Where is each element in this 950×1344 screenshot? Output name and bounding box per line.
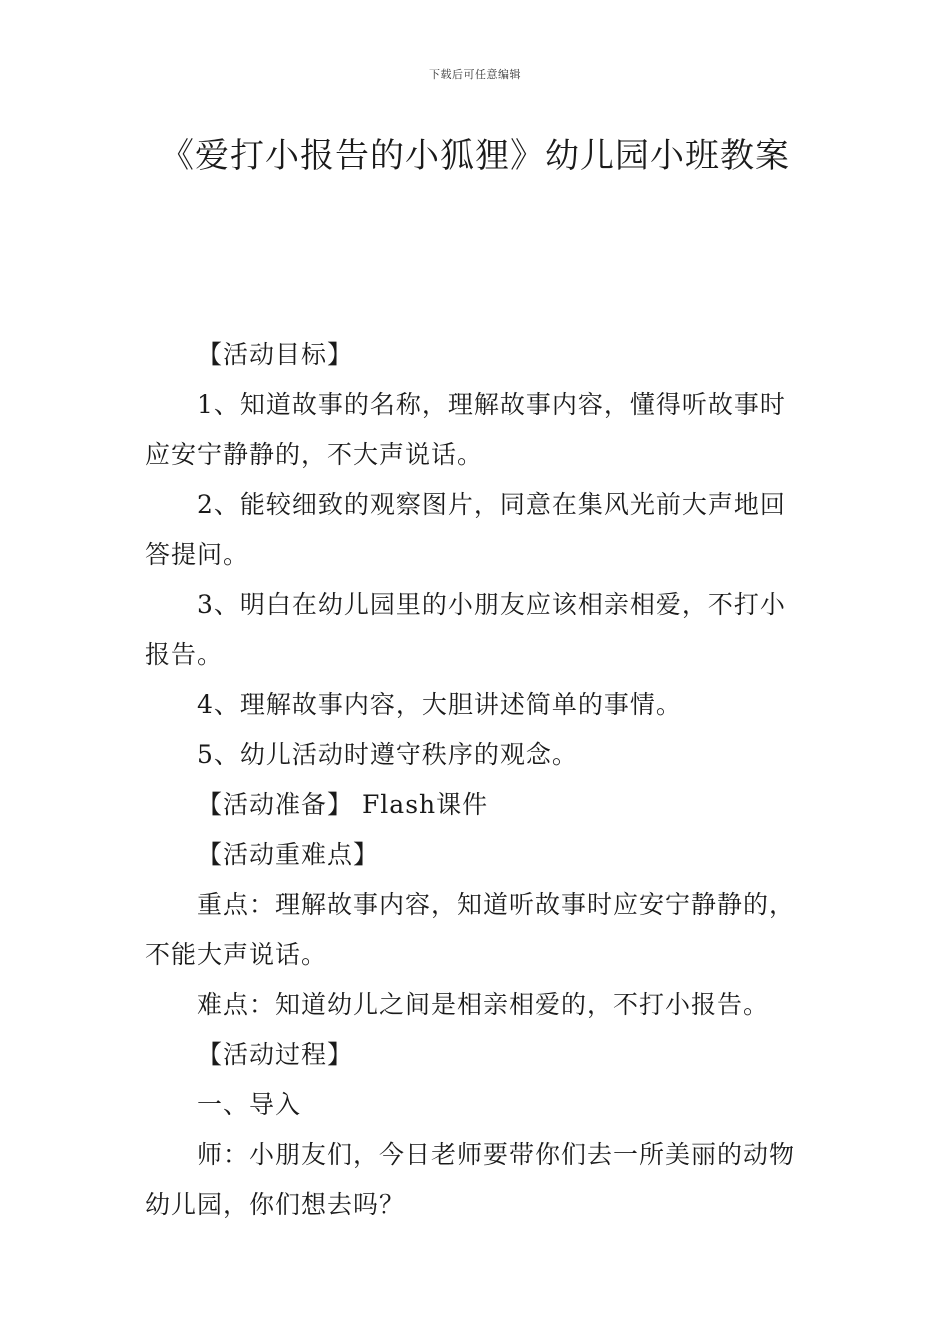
document-body (145, 330, 810, 1230)
document-title: 《爱打小报告的小狐狸》幼儿园小班教案 (160, 136, 790, 176)
key-point: 重点：理解故事内容，知道听故事时应安宁静静的，不能大声说话。 (145, 890, 796, 969)
section-heading-preparation: 【活动准备】 Flash课件 (197, 790, 489, 819)
header-note: 下载后可任意编辑 (429, 68, 521, 81)
section-heading-process: 【活动过程】 (197, 1040, 354, 1069)
goal-item-4: 4、理解故事内容，大胆讲述简单的事情。 (197, 690, 682, 719)
difficult-point: 难点：知道幼儿之间是相亲相爱的，不打小报告。 (197, 990, 770, 1019)
process-step-heading: 一、导入 (197, 1090, 302, 1119)
goal-item-5: 5、幼儿活动时遵守秩序的观念。 (197, 740, 578, 769)
teacher-dialogue: 师：小朋友们，今日老师要带你们去一所美丽的动物幼儿园，你们想去吗？ (145, 1140, 796, 1219)
goal-item-2: 2、能较细致的观察图片，同意在集风光前大声地回答提问。 (145, 490, 786, 569)
section-heading-key-points: 【活动重难点】 (197, 840, 380, 869)
goal-item-1: 1、知道故事的名称，理解故事内容，懂得听故事时应安宁静静的，不大声说话。 (145, 390, 786, 469)
section-heading-goals: 【活动目标】 (197, 340, 354, 369)
goal-item-3: 3、明白在幼儿园里的小朋友应该相亲相爱，不打小报告。 (145, 590, 786, 669)
